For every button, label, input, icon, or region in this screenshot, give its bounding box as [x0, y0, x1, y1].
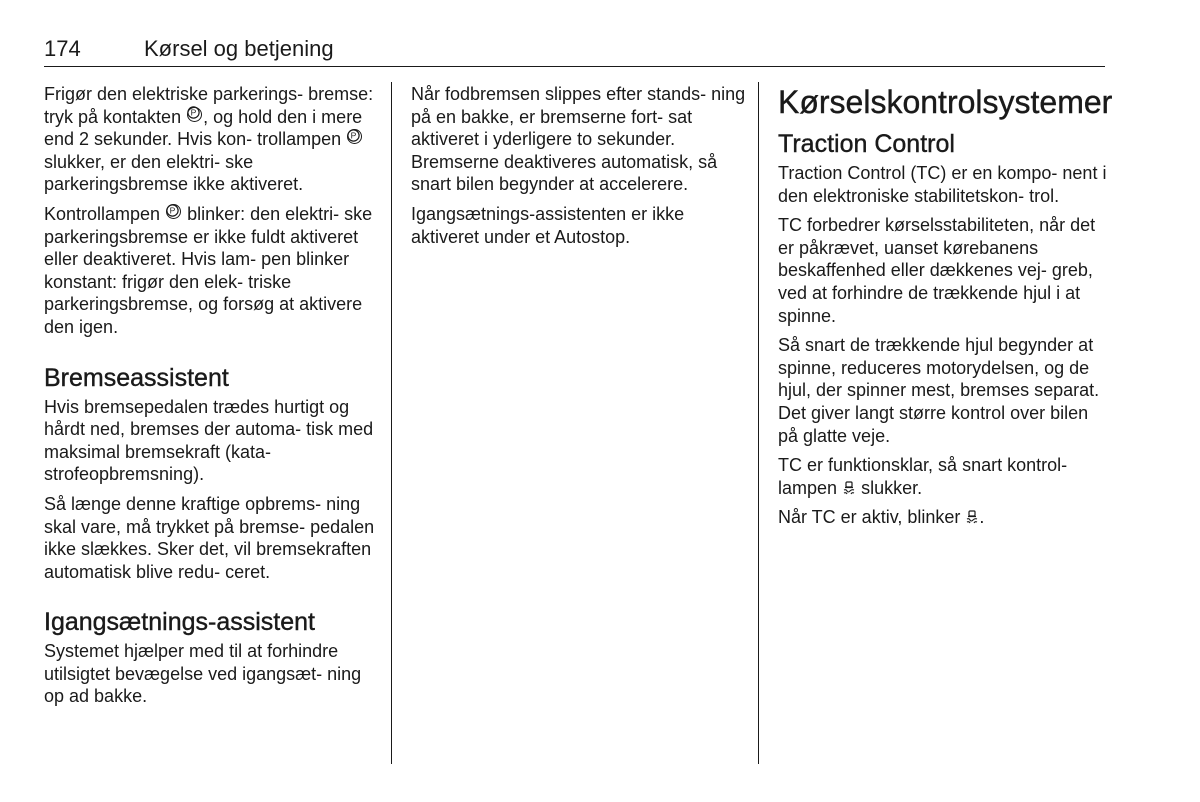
parking-brake-icon — [187, 107, 202, 122]
paragraph-hill-start-2: Igangsætnings-assistenten er ikke aktiveret under et Autostop. — [411, 203, 685, 247]
paragraph-tc-1: Traction Control (TC) er en kompo‐ nent i den elektroniske stabilitetskon‐ trol. — [778, 163, 1107, 206]
column-2 — [411, 83, 746, 255]
parking-brake-icon — [166, 204, 181, 219]
chapter-title: Kørsel og betjening — [144, 36, 334, 61]
page-number: 174 — [44, 36, 81, 61]
paragraph-hill-start-1: Når fodbremsen slippes efter stands‐ ning på en bakke, er bremserne fort‐ sat aktiveret i yderligere to sekunder. Bremserne deaktiveres automatisk, så snart bilen begynder at accelerere. — [411, 84, 746, 195]
column-1 — [44, 83, 376, 715]
paragraph-tc-2: TC forbedrer kørselsstabiliteten, når det er påkrævet, uanset kørebanens beskaffenhed eller dækkenes vej‐ greb, ved at forhindre de trækkende hjul i at spinne. — [778, 215, 1096, 326]
paragraph-brake-assist-1: Hvis bremsepedalen trædes hurtigt og hårdt ned, bremses der automa‐ tisk med maksimal bremsekraft (kata‐ strofeopbremsning). — [44, 396, 374, 485]
paragraph-tc-5: Når TC er aktiv, blinker . — [778, 507, 985, 528]
paragraph-hill-start-assist: Systemet hjælper med til at forhindre utilsigtet bevægelse ved igangsæt‐ ning op ad bakke. — [44, 641, 362, 707]
column-3 — [778, 83, 1113, 536]
traction-control-icon — [966, 510, 978, 524]
parking-brake-icon — [347, 129, 362, 144]
page-header — [44, 36, 1105, 67]
column-divider-1 — [391, 82, 392, 764]
paragraph-lamp-flashing: Kontrollampen P blinker: den elektri‐ ske parkeringsbremse er ikke fuldt aktiveret eller deaktiveret. Hvis lam‐ pen blinker konstant: frigør den elek‐ triske parkeringsbremse, og forsøg at aktivere den igen. — [44, 203, 373, 337]
heading-hill-start-assist: Igangsætnings-assistent — [44, 608, 315, 637]
svg-text:P: P — [350, 130, 357, 141]
paragraph-brake-assist-2: Så længe denne kraftige opbrems‐ ning skal vare, må trykket på bremse‐ pedalen ikke slækkes. Sker det, vil bremsekraften automatisk blive redu‐ ceret. — [44, 493, 375, 582]
paragraph-release-brake: Frigør den elektriske parkerings‐ bremse: tryk på kontakten P , og hold den i mere end 2 sekunder. Hvis kon‐ trollampen P slukker, er den elektri‐ ske parkeringsbremse ikke aktiveret. — [44, 84, 374, 195]
column-divider-2 — [758, 82, 759, 764]
paragraph-tc-4: TC er funktionsklar, så snart kontrol‐ lampen slukker. — [778, 455, 1068, 498]
svg-text:P: P — [190, 107, 197, 118]
heading-driving-control-systems: Kørselskontrolsystemer — [778, 84, 1113, 120]
heading-traction-control: Traction Control — [778, 130, 955, 158]
paragraph-tc-3: Så snart de trækkende hjul begynder at spinne, reduceres motorydelsen, og de hjul, der spinner mest, bremses separat. Det giver langt større kontrol over bilen på glatte veje. — [778, 335, 1100, 446]
heading-brake-assist: Bremseassistent — [44, 363, 229, 392]
svg-text:P: P — [169, 205, 176, 216]
traction-control-icon — [843, 481, 855, 495]
